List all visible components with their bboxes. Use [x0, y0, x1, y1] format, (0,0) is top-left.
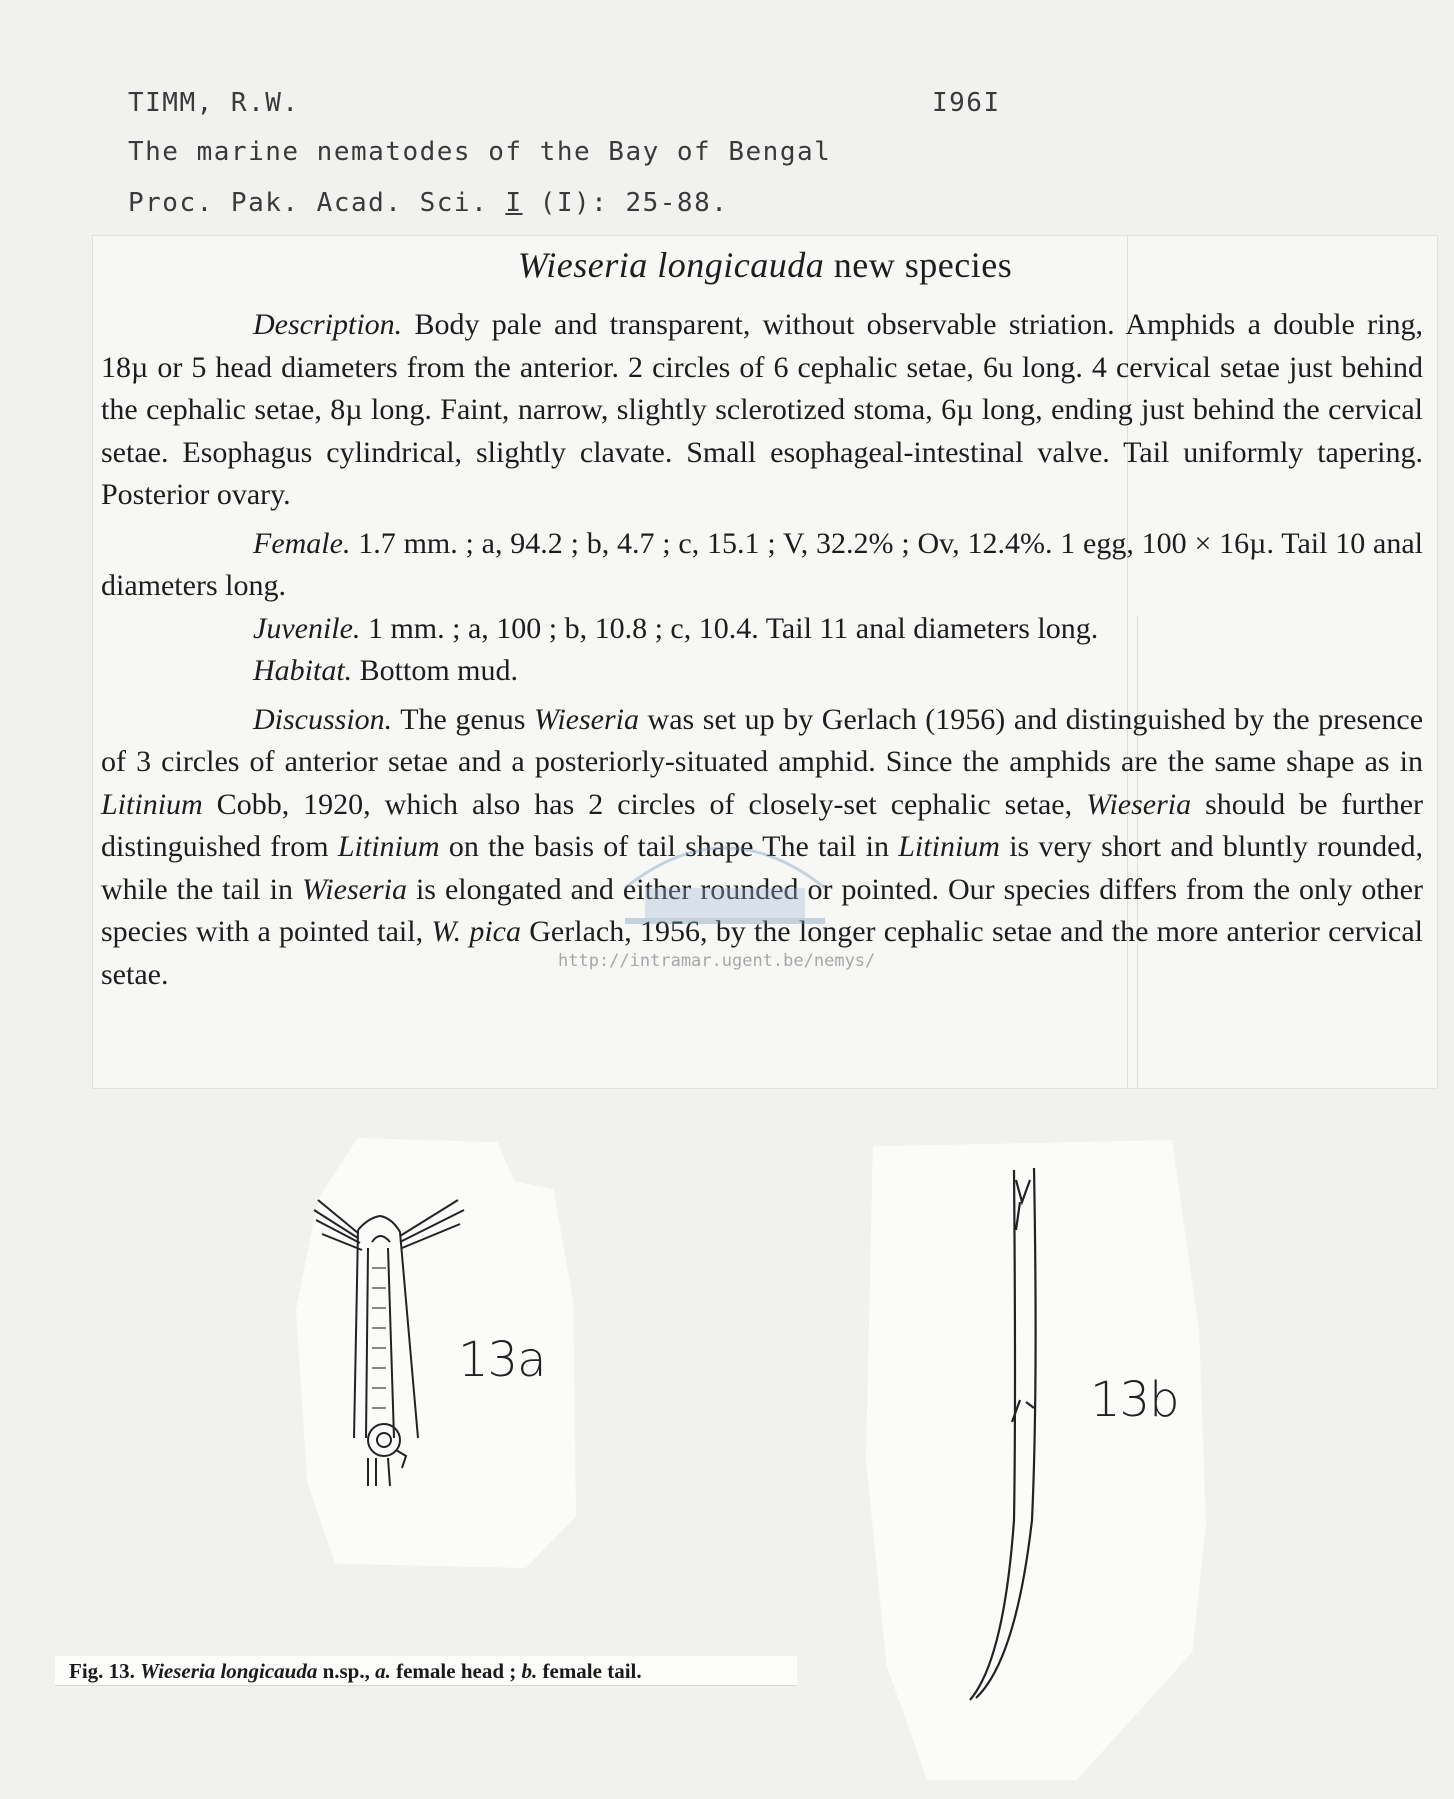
caption-fig-number: Fig. 13.: [69, 1659, 141, 1683]
watermark-url: http://intramar.ugent.be/nemys/: [558, 951, 876, 971]
genus-name: Litinium: [101, 787, 203, 821]
genus-name: Wieseria: [1086, 787, 1192, 821]
caption-text: female tail.: [537, 1659, 642, 1683]
caption-text: n.sp.,: [317, 1659, 376, 1683]
juvenile-paragraph: [101, 608, 1423, 651]
female-text: 1.7 mm. ; a, 94.2 ; b, 4.7 ; c, 15.1 ; V, 32.2% ; Ov, 12.4%. 1 egg, 100 × 16µ. Tail 10 anal diameters long.: [101, 526, 1423, 602]
juvenile-text: 1 mm. ; a, 100 ; b, 10.8 ; c, 10.4. Tail 11 anal diameters long.: [360, 611, 1099, 645]
title-species: Wieseria longicauda: [517, 245, 825, 285]
figure-13a-label: 13a: [458, 1332, 546, 1388]
genus-name: Litinium: [898, 830, 1000, 863]
genus-name: Litinium: [337, 830, 440, 863]
figure-13b-tail-drawing: [866, 1140, 1206, 1780]
author: TIMM, R.W.: [128, 88, 300, 118]
discussion-text: Cobb, 1920, which also has 2 circles of closely-set cephalic setae,: [202, 787, 1087, 821]
caption-b: b.: [521, 1659, 538, 1683]
journal-prefix: Proc. Pak. Acad. Sci.: [128, 188, 506, 218]
paper-title: The marine nematodes of the Bay of Bengal: [128, 137, 832, 167]
discussion-text: The genus: [392, 702, 534, 736]
habitat-text: Bottom mud.: [352, 654, 519, 687]
figure-caption: [55, 1656, 797, 1686]
discussion-text: Gerlach, 1956, by the longer cephalic setae and the more anterior cervical setae.: [101, 915, 1423, 991]
title-rest: new species: [824, 245, 1013, 285]
discussion-label: Discussion.: [253, 702, 393, 736]
journal-suffix: (I): 25-88.: [522, 188, 729, 218]
genus-name: Wieseria: [301, 872, 407, 906]
female-paragraph: [101, 523, 1423, 608]
female-label: Female.: [253, 526, 351, 560]
year: I96I: [932, 88, 1001, 118]
caption-text: female head ;: [390, 1659, 522, 1683]
journal-reference: [128, 188, 728, 218]
discussion-text: should be further distinguished from: [101, 787, 1424, 863]
juvenile-label: Juvenile.: [253, 611, 361, 645]
discussion-text: was set up by Gerlach (1956) and distinguished by the presence of 3 circles of anterior setae and a posteriorly-situated amphid. Since the amphids are the same shape as in: [101, 702, 1424, 778]
journal-volume: I: [505, 188, 523, 218]
figure-13b-label: 13b: [1090, 1372, 1179, 1428]
discussion-text: on the basis of tail shape The tail in: [439, 830, 899, 863]
genus-name: Wieseria: [533, 702, 639, 736]
discussion-text: is very short and bluntly rounded, while the tail in: [101, 830, 1423, 906]
article-title: [93, 244, 1437, 286]
species-name: W. pica: [431, 915, 522, 948]
description-label: Description.: [253, 308, 403, 341]
caption-a: a.: [375, 1659, 391, 1683]
description-paragraph: [101, 304, 1423, 517]
watermark-logo: [605, 818, 845, 938]
caption-species: Wieseria longicauda: [140, 1659, 318, 1683]
discussion-text: is elongated and either rounded or pointed. Our species differs from the only other species with a pointed tail,: [101, 872, 1423, 948]
habitat-paragraph: [101, 650, 1423, 693]
habitat-label: Habitat.: [253, 654, 353, 687]
description-text: Body pale and transparent, without observable striation. Amphids a double ring, 18µ or 5 head diameters from the anterior. 2 circles of 6 cephalic setae, 6u long. 4 cervical setae just behind the cephalic setae, 8µ long. Faint, narrow, slightly sclerotized stoma, 6µ long, ending just behind the cervical setae. Esophagus cylindrical, slightly clavate. Small esophageal-intestinal valve. Tail uniformly tapering. Posterior ovary.: [101, 308, 1423, 511]
